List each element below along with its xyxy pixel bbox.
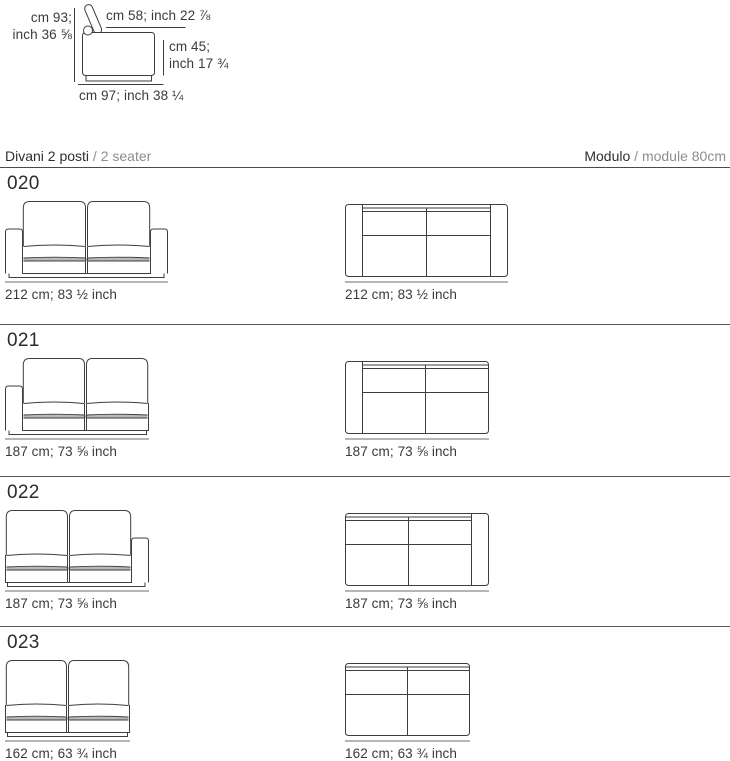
model-section <box>0 325 730 477</box>
front-view-figure <box>5 197 168 302</box>
model-section <box>0 627 730 761</box>
model-figures <box>0 656 730 761</box>
model-figures <box>0 354 730 459</box>
model-code: 023 <box>7 632 40 653</box>
front-width-dimension-label: 212 cm; 83 ½ inch <box>5 287 118 302</box>
top-width-dimension-label: 187 cm; 73 ⅝ inch <box>345 444 458 459</box>
sofa-top-view-drawing <box>345 656 470 744</box>
top-width-dimension-label: 162 cm; 63 ¾ inch <box>345 746 458 761</box>
backrest-depth-dimension-label: cm 58; inch 22 ⅞ <box>106 8 211 23</box>
front-width-dimension-label: 187 cm; 73 ⅝ inch <box>5 444 118 459</box>
sofa-top-view-drawing <box>345 354 489 442</box>
category-title <box>5 148 151 164</box>
sofa-top-view-drawing <box>345 197 508 285</box>
top-view-figure <box>345 354 489 459</box>
module-label-italian: Modulo <box>584 148 631 164</box>
model-code: 022 <box>7 482 40 503</box>
sofa-front-view-drawing <box>5 506 149 594</box>
sofa-front-view-drawing <box>5 197 168 285</box>
top-view-figure <box>345 656 470 761</box>
top-view-figure <box>345 197 508 302</box>
sofa-top-view-drawing <box>345 506 489 594</box>
total-depth-dimension-label: cm 97; inch 38 ¼ <box>79 88 184 103</box>
module-info <box>584 148 726 164</box>
model-code: 021 <box>7 330 40 351</box>
front-width-dimension-label: 187 cm; 73 ⅝ inch <box>5 596 118 611</box>
category-header <box>0 146 730 168</box>
model-figures <box>0 506 730 611</box>
front-width-dimension-label: 162 cm; 63 ¾ inch <box>5 746 118 761</box>
model-figures <box>0 197 730 302</box>
sections-container <box>0 168 730 761</box>
total-height-dimension-label: cm 93; inch 36 ⅝ <box>12 10 72 42</box>
seat-height-dimension-label: cm 45; inch 17 ¾ <box>169 39 229 71</box>
model-code: 020 <box>7 173 40 194</box>
model-section <box>0 168 730 325</box>
side-view-dimension-diagram <box>0 0 730 146</box>
front-view-figure <box>5 656 130 761</box>
module-label-english: / module 80cm <box>630 148 726 164</box>
top-width-dimension-label: 187 cm; 73 ⅝ inch <box>345 596 458 611</box>
category-title-english: / 2 seater <box>89 148 152 164</box>
model-section <box>0 477 730 627</box>
sofa-front-view-drawing <box>5 354 149 442</box>
front-view-figure <box>5 354 149 459</box>
top-view-figure <box>345 506 489 611</box>
sofa-front-view-drawing <box>5 656 130 744</box>
category-title-italian: Divani 2 posti <box>5 148 90 164</box>
front-view-figure <box>5 506 149 611</box>
top-width-dimension-label: 212 cm; 83 ½ inch <box>345 287 458 302</box>
